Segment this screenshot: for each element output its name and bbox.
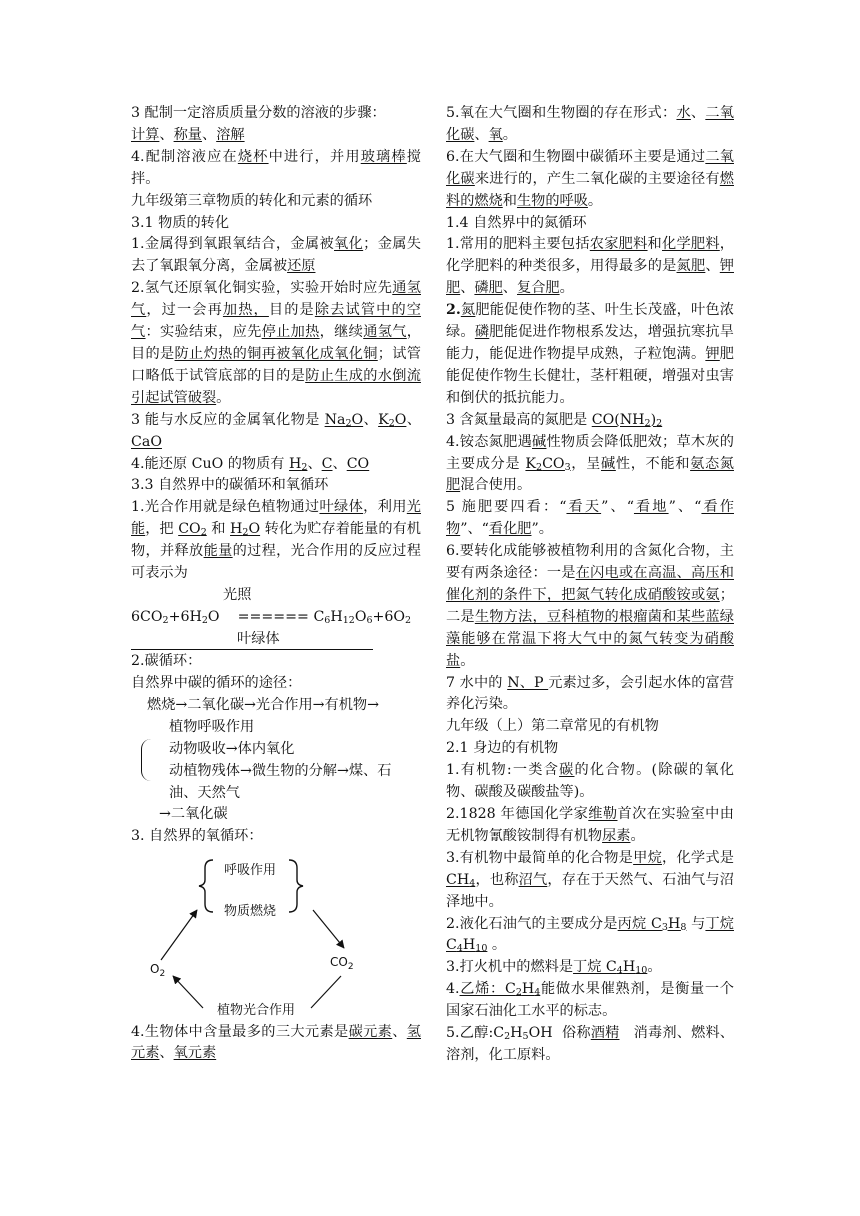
underlined-term: 在闪电或在高温、高压和催化剂的条件下，把氮气转化成硝酸铵或氨: [446, 565, 734, 603]
text-run: 5 施肥要四看：“: [446, 499, 567, 516]
text-line: [446, 103, 734, 147]
arrow-to-co2: [313, 910, 344, 948]
text-run: ，也称: [475, 871, 519, 888]
text-run: H: [510, 1025, 523, 1042]
text-line: [446, 1023, 734, 1067]
text-line: [446, 673, 734, 717]
arrow-o2-to-consumers: [161, 910, 197, 960]
text-run: 、: [332, 455, 347, 472]
underlined-term: 能量: [203, 543, 233, 560]
text-line: 3 配制一定溶质质量分数的溶液的步骤：: [131, 105, 386, 121]
text-line: [131, 234, 421, 278]
underlined-term: N、P: [507, 674, 549, 691]
underlined-term: 氮: [460, 302, 476, 319]
text-run: 的化合物。(除碳的氧化物、碳酸及碳酸盐等)。: [446, 762, 734, 801]
text-run: 肥能促使作物生长健壮，茎杆粗硬，增强对虫害和倒伏的抵抗能力。: [446, 345, 734, 406]
underlined-term: 磷: [474, 324, 490, 341]
underlined-term: 光能: [131, 499, 421, 538]
text-line: [131, 278, 421, 409]
underlined-term: 二氧化碳: [446, 148, 734, 187]
underlined-term: 停止加热: [261, 324, 320, 341]
text-run: ，呈: [570, 455, 601, 472]
formula-ethylene: 乙烯：$C_2H_4$: [459, 981, 541, 999]
text-line: [131, 497, 421, 585]
text-run: 搅拌。: [131, 148, 421, 187]
text-run: 、: [705, 258, 720, 275]
text-run: 2.液化石油气的主要成分是: [446, 915, 618, 932]
formula-butane: 丁烷 $C_4H_{10}$: [446, 915, 734, 955]
text-run: 肥能促使作物的茎、叶生长茂盛，叶色浓绿。: [446, 302, 734, 341]
underlined-term: 复合肥: [517, 280, 560, 297]
underlined-term: 氧: [488, 126, 503, 143]
text-run: 的过程，光合作用的反应过程可表示为: [131, 543, 421, 582]
o2-label: $O_2$: [150, 961, 166, 979]
formula-h2: $H_2$: [289, 455, 308, 473]
underlined-term: 除去试管中的空气: [131, 302, 421, 341]
underlined-term: 酒精: [590, 1025, 620, 1042]
underlined-term: 防止灼热的铜再被氧化成氧化铜: [174, 345, 378, 362]
underlined-term: 还原: [287, 258, 316, 275]
text-line: [131, 1022, 421, 1066]
text-run: ”。: [531, 521, 553, 538]
underlined-term: 称量: [173, 126, 202, 143]
text-run: 和: [502, 192, 517, 209]
section-heading: 2.1 身边的有机物: [446, 740, 559, 757]
text-run: 、: [159, 126, 174, 143]
text-line: [446, 760, 734, 804]
text-line: [446, 804, 734, 848]
text-run: 2.: [446, 302, 461, 319]
text-run: 1.有机物:一类含: [446, 762, 560, 779]
text-run: 。: [460, 652, 475, 669]
formula-cao: CaO: [131, 433, 162, 450]
text-run: ，目的是: [131, 324, 421, 362]
text-run: 2: [504, 1031, 511, 1043]
underlined-term: 看化肥: [488, 521, 532, 538]
photosynthesis-label: 植物光合作用: [217, 1002, 296, 1018]
pathway-line: 动物吸收→体内氧化: [169, 740, 295, 757]
text-run: 和: [647, 236, 662, 253]
text-run: ”、“: [668, 499, 702, 516]
text-line: [446, 914, 734, 958]
text-run: 4.能还原 CuO 的物质有: [131, 455, 290, 472]
text-run: ，把: [145, 521, 179, 538]
underlined-term: 看天: [566, 499, 602, 516]
text-run: ”、“: [460, 521, 489, 538]
text-run: ，存在于天然气、石油气与沼泽地中。: [446, 871, 734, 910]
text-run: 能做水果催熟剂，是衡量一个国家石油化工水平的标志。: [446, 981, 734, 1020]
text-line: [131, 410, 421, 454]
underlined-term: 通氢气: [363, 324, 407, 341]
text-run: 1.光合作用就是绿色植物通过: [131, 499, 320, 516]
text-run: 中进行，并用: [268, 148, 361, 165]
text-line: [446, 541, 734, 672]
underlined-term: 生物方法，豆科植物的根瘤菌和某些蓝绿藻能够在常温下将大气中的氮气转变为硝酸盐: [446, 608, 734, 669]
formula-c: C: [321, 455, 333, 472]
underlined-term: 二氧化碳: [446, 105, 734, 143]
text-run: 、: [474, 126, 489, 143]
underlined-term: 钾肥: [446, 258, 734, 297]
text-run: 混合使用。: [460, 477, 532, 494]
text-run: 4.铵态氮肥遇: [446, 433, 533, 450]
condition-light: 光照: [223, 586, 252, 603]
left-brace-icon: [199, 860, 213, 912]
text-run: 。: [559, 280, 574, 297]
text-run: 2.氢气还原氧化铜实验，实验开始时应先: [131, 280, 393, 297]
formula-co: CO: [346, 455, 370, 472]
text-run: 、: [460, 280, 475, 297]
text-run: 肥能促进作物根系发达，增强抗寒抗旱能力，能促进作物提早成熟，子粒饱满。: [446, 324, 734, 362]
underlined-term: 水: [676, 105, 691, 121]
text-run: 2.1828 年德国化学家: [446, 806, 589, 822]
text-line: [446, 410, 734, 432]
text-run: 。: [587, 192, 603, 209]
text-run: 6.在大气圈和生物圈中碳循环主要是通过: [446, 148, 706, 165]
carbon-cycle-pathway: [131, 695, 421, 804]
underlined-term: 碱: [532, 433, 547, 450]
photosynthesis-equation: [131, 585, 421, 651]
section-heading: 九年级第三章物质的转化和元素的循环: [131, 192, 373, 209]
text-run: 、: [201, 126, 217, 143]
text-line: [446, 300, 734, 410]
formula-k2co3: $K_2CO_3$: [525, 455, 571, 473]
formula-ch4: $CH_4$: [446, 871, 476, 889]
text-run: 5: [522, 1031, 529, 1043]
text-run: ，利用: [363, 499, 407, 516]
text-run: 3 能与水反应的金属氧化物是: [131, 411, 325, 428]
formula-urea: $CO(NH_2)_2$: [591, 411, 663, 429]
text-run: 首次在实验室中由无机物氰酸铵制得有机物: [446, 806, 734, 844]
respiration-label: 呼吸作用: [224, 862, 277, 878]
text-run: ，化学式是: [662, 849, 734, 866]
text-run: 。: [487, 937, 507, 954]
text-run: ；金属失去了氧跟氧分离，金属被: [131, 236, 421, 275]
underlined-term: 甲烷: [633, 849, 663, 866]
text-run: 6.要转化成能够被植物利用的含氮化合物，主要有两条途径：一是: [446, 543, 734, 582]
right-column: [446, 103, 734, 1067]
text-run: 5.氧在大气圈和生物圈的存在形式：: [446, 105, 677, 121]
formula-co2: $CO_2$: [178, 521, 207, 539]
underlined-term: 溶解: [216, 126, 245, 143]
text-line: [131, 147, 421, 191]
text-run: 、: [307, 455, 322, 472]
underlined-term: 氮肥: [676, 258, 706, 275]
text-run: ；二是: [446, 586, 734, 625]
section-heading: 3.1 物质的转化: [131, 214, 230, 231]
text-run: 。: [630, 827, 645, 844]
text-run: 3.打火机中的燃料是: [446, 959, 574, 976]
text-line: [446, 848, 734, 914]
condition-chloroplast: 叶绿体: [237, 630, 280, 647]
section-heading: 九年级（上）第二章常见的有机物: [446, 718, 659, 735]
underlined-term: 叶绿体: [319, 499, 364, 516]
underlined-term: 看地: [633, 499, 669, 516]
burning-label: 物质燃烧: [224, 903, 277, 919]
underlined-term: 化学肥料: [662, 236, 720, 253]
text-run: ，化学肥料的种类很多，用得最多的是: [446, 236, 734, 275]
text-run: 7 水中的: [446, 674, 508, 691]
text-run: 4.生物体中含量最多的三大元素是: [131, 1023, 349, 1040]
text-line: 自然界中碳的循环的途径：: [131, 674, 302, 691]
formula-butane: 丁烷 $C_4H_{10}$: [573, 959, 648, 977]
underlined-term: 农家肥料: [589, 236, 648, 253]
text-run: 、: [502, 280, 517, 297]
pathway-line: 植物呼吸作用: [169, 718, 255, 735]
underlined-term: 防止生成的水倒流引起试管破裂: [131, 367, 421, 406]
text-run: 、: [159, 1045, 174, 1062]
text-run: 性物质会降低肥效；草木灰的主要成分是: [446, 433, 734, 472]
text-run: 4.配制溶液应在: [131, 148, 238, 165]
text-line: 3. 自然界的氧循环：: [131, 827, 263, 844]
text-run: 。: [502, 126, 517, 143]
underlined-term: 沼气: [518, 871, 548, 888]
text-run: 3.有机物中最简单的化合物是: [446, 849, 634, 866]
underlined-term: 碳: [559, 762, 575, 779]
text-run: 1.常用的肥料主要包括: [446, 236, 590, 253]
underlined-term: 维勒: [588, 806, 618, 822]
underlined-term: 碳元素: [348, 1023, 393, 1040]
underlined-term: 氨态氮肥: [446, 455, 734, 494]
text-run: 、: [406, 411, 421, 428]
underlined-term: 钾: [705, 345, 720, 362]
oxygen-cycle-diagram: [131, 848, 421, 1022]
formula-h2o: $H_2O$: [230, 521, 261, 539]
text-run: 来进行的，产生二氧化碳的主要途径有: [474, 170, 720, 187]
text-run: 性，不能和: [615, 455, 691, 472]
text-line: [446, 147, 734, 213]
text-run: 3 含氮量最高的氮肥是: [446, 411, 592, 428]
text-run: ，继续: [319, 324, 364, 341]
underlined-term: 生物的呼吸: [516, 192, 588, 209]
underlined-term: 尿素: [602, 827, 631, 844]
text-run: 与: [686, 915, 706, 932]
pathway-line: 油、天然气: [169, 784, 240, 801]
text-run: 1.金属得到氧跟氧结合，金属被: [131, 236, 335, 253]
text-line: [131, 125, 421, 147]
text-run: ”、“: [601, 499, 634, 516]
underlined-term: 氧元素: [173, 1045, 217, 1062]
underlined-term: 烧杯: [237, 148, 269, 165]
pathway-line: 动植物残体→微生物的分解→煤、石: [169, 762, 392, 779]
equation-body: $6CO_2+6H_2O$ ====== $C_6H_{12}O_6+6O_2$: [131, 608, 412, 626]
co2-label: $CO_2$: [330, 954, 354, 972]
oxygen-cycle-svg: [131, 848, 421, 1022]
underlined-term: 碱: [600, 455, 616, 472]
text-run: 。: [216, 389, 231, 406]
formula-propane: 丙烷 $C_3H_8$: [617, 915, 687, 933]
right-brace-icon: [289, 860, 303, 912]
underlined-term: 燃料的燃烧: [446, 170, 734, 209]
underlined-term: 玻璃棒: [360, 148, 407, 165]
text-line: [446, 979, 734, 1023]
brace-icon: [141, 739, 152, 781]
underlined-term: 氧化: [334, 236, 364, 253]
formula-k2o: $K_2O$: [378, 411, 407, 429]
text-run: 消毒剂、燃料、溶剂，化工原料。: [446, 1025, 734, 1063]
text-run: 5.乙醇:C: [446, 1025, 505, 1042]
arrow-to-o2: [173, 976, 203, 1008]
text-line: [131, 454, 421, 476]
underlined-term: 看作物: [446, 499, 734, 538]
text-run: ，过一会再: [146, 302, 223, 319]
text-run: 转化为贮存着能量的有机物，并释放: [131, 521, 421, 560]
text-run: 、: [363, 411, 379, 428]
text-run: 元素过多，会引起水体的富营养化污染。: [446, 674, 734, 713]
pathway-line: →二氧化碳: [159, 805, 228, 822]
text-line: [446, 957, 734, 979]
text-line: 2.碳循环：: [131, 652, 202, 669]
underlined-term: 氢元素: [131, 1023, 421, 1062]
text-run: OH 俗称: [528, 1025, 591, 1042]
section-heading: 3.3 自然界中的碳循环和氧循环: [131, 477, 329, 494]
pathway-line: 燃烧→二氧化碳→光合作用→有机物→: [147, 696, 379, 713]
section-heading: 1.4 自然界中的氮循环: [446, 214, 587, 231]
text-run: ；试管口略低于试管底部的目的是: [131, 345, 421, 384]
text-run: 、: [392, 1023, 407, 1040]
text-run: 4.: [446, 981, 460, 998]
underlined-term: 通氢气: [131, 280, 421, 319]
text-line: [446, 432, 734, 498]
arrow-co2-down: [311, 976, 341, 1008]
underlined-term: 计算: [131, 126, 160, 143]
text-run: 和: [206, 521, 231, 538]
text-line: [446, 497, 734, 541]
equation-arrow: ======: [237, 608, 309, 625]
underlined-term: 加热，: [222, 302, 269, 319]
text-run: 、: [690, 105, 706, 121]
text-run: ：实验结束，应先: [145, 324, 262, 341]
left-column: [131, 103, 421, 1065]
text-run: 目的是: [268, 302, 315, 319]
formula-na2o: $Na_2O$: [324, 411, 364, 429]
text-line: [446, 234, 734, 300]
text-run: 。: [647, 959, 662, 976]
equation-rule: [131, 649, 373, 650]
underlined-term: 磷肥: [474, 280, 503, 297]
